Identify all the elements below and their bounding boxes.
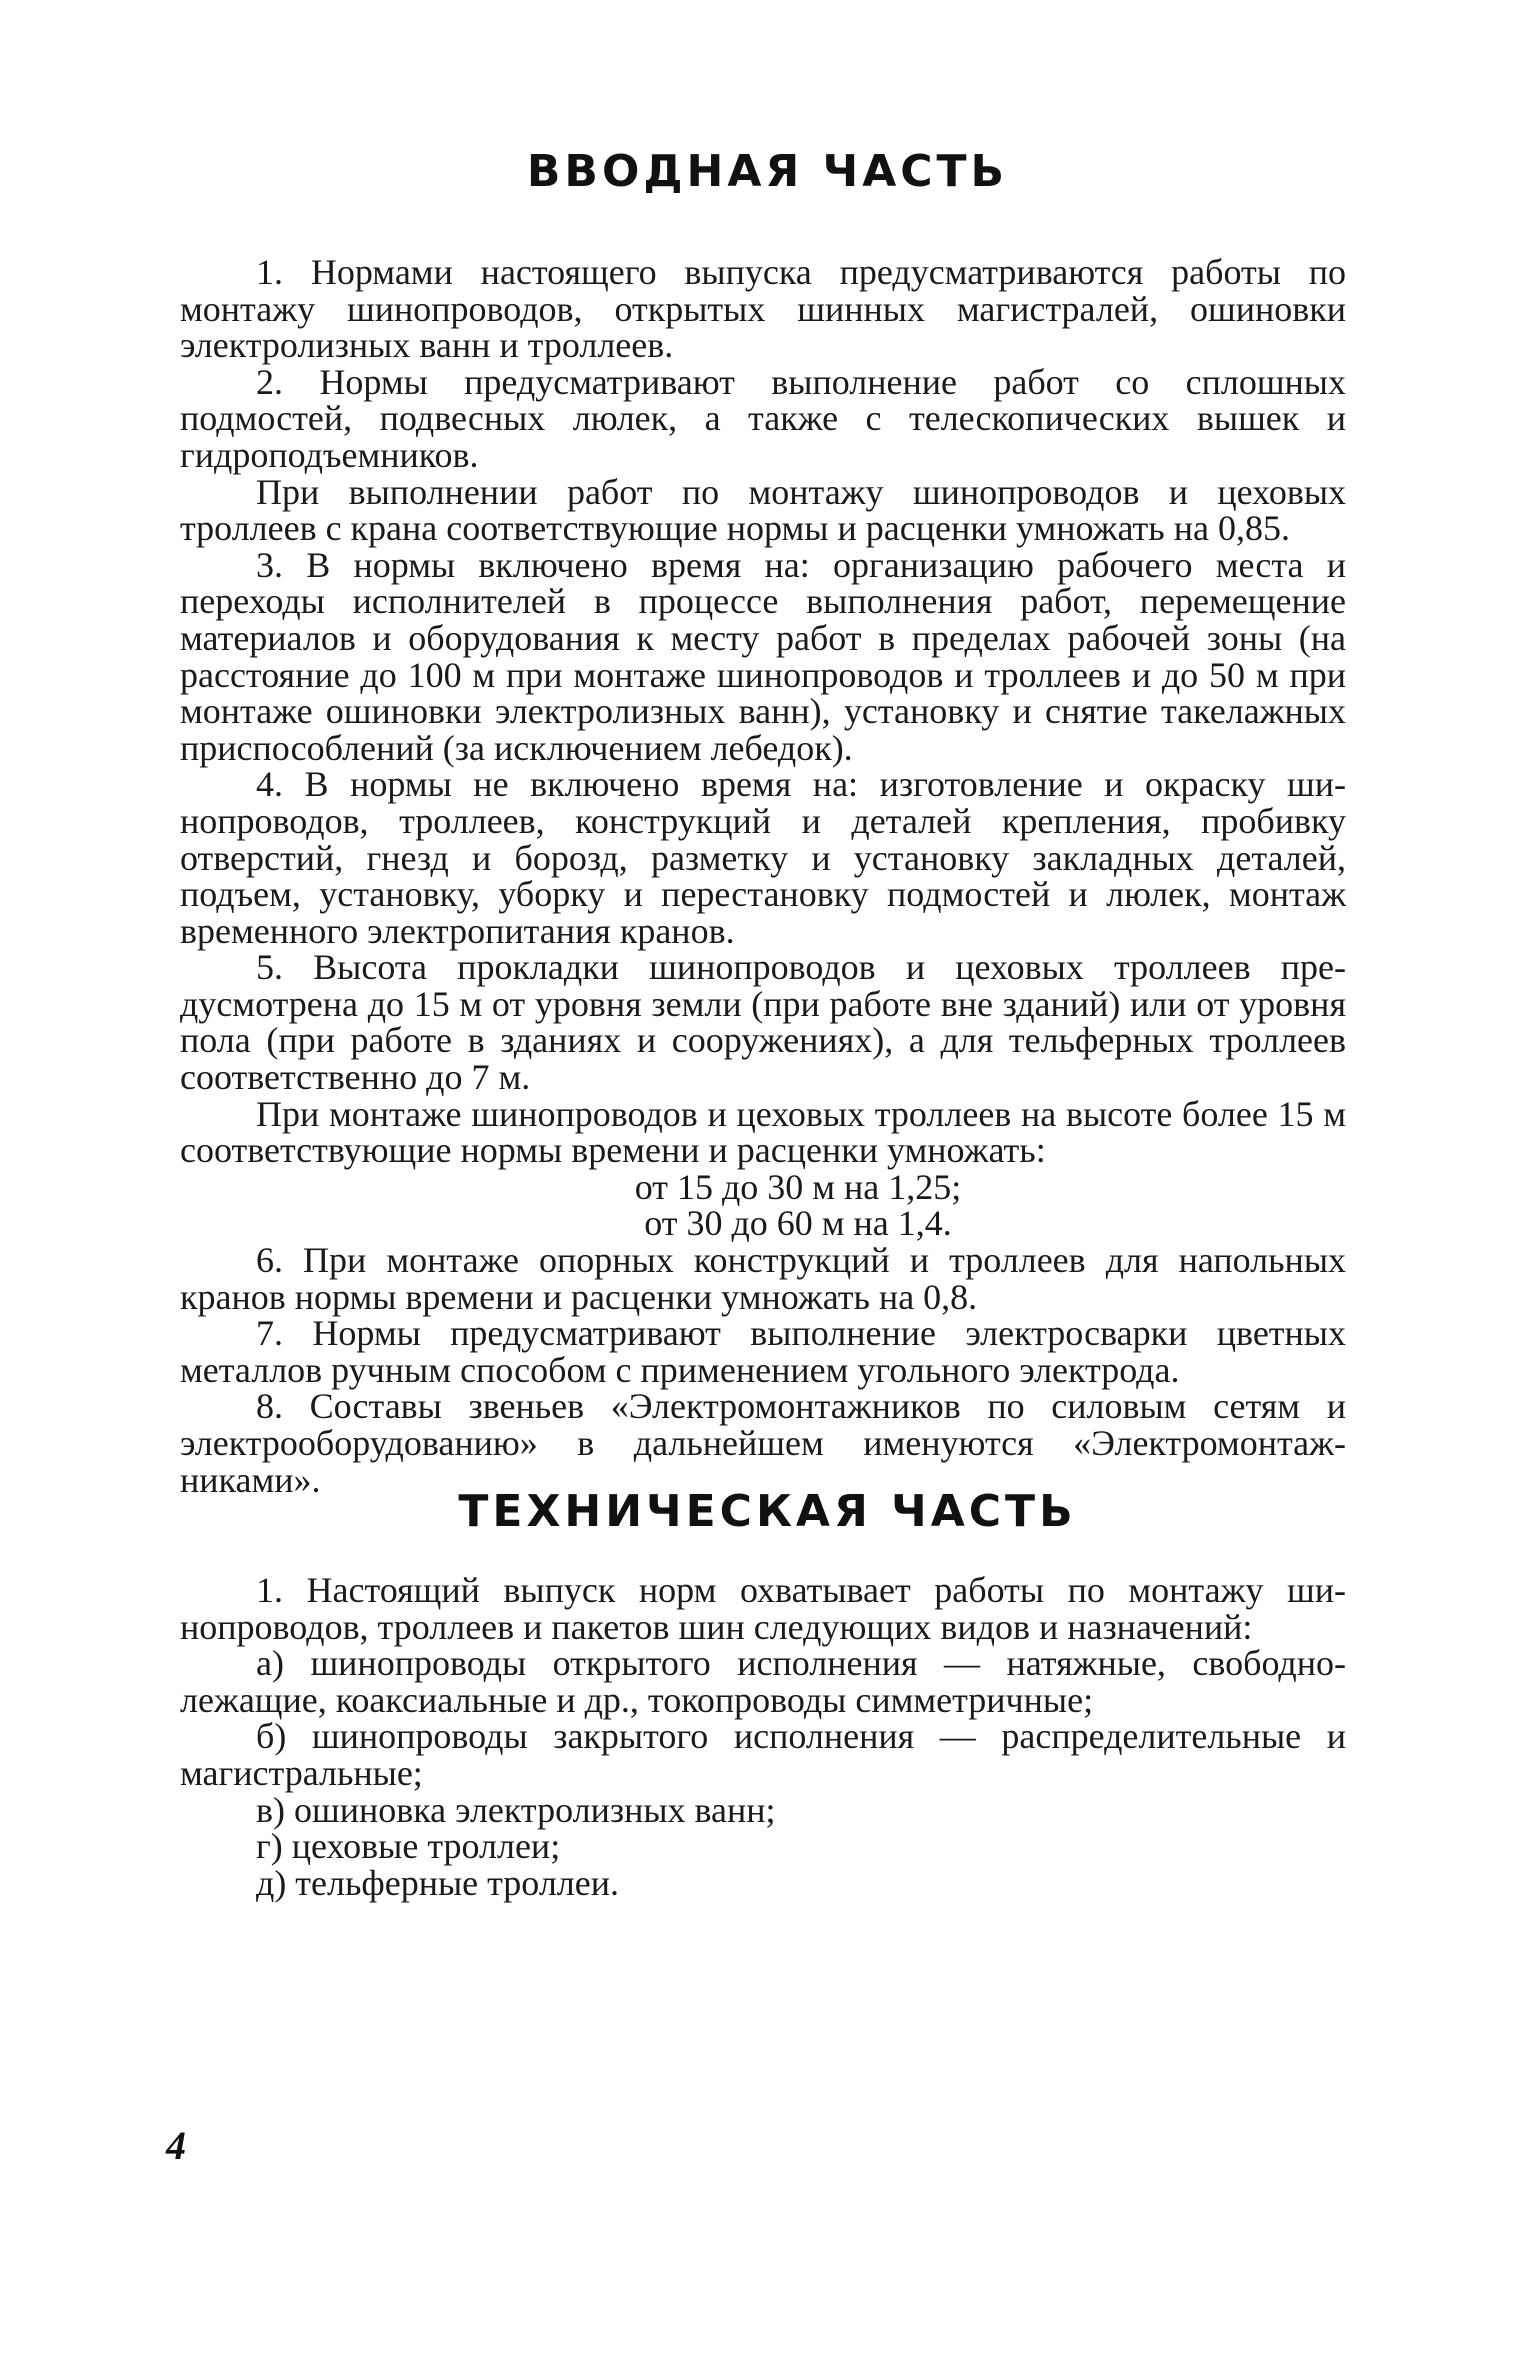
technical-paragraph-1: 1. Настоящий выпуск норм охватывает работы по монтажу шинопроводов, троллеев и пакетов шин следующих видов и назначений: — [180, 1570, 1346, 1647]
height-multiplier-line: от 30 до 60 м на 1,4. — [644, 1203, 952, 1244]
technical-section — [180, 1572, 1346, 1901]
section-title-intro: ВВОДНАЯ ЧАСТЬ — [526, 146, 1009, 197]
intro-section — [180, 254, 1346, 1498]
intro-paragraph-2-crane-note: При выполнении работ по монтажу шинопроводов и цеховых троллеев с крана соответствующие нормы и расценки умножать на 0,85. — [180, 471, 1346, 549]
intro-paragraph-6: 6. При монтаже опорных конструкций и троллеев для напольных кранов нормы времени и расценки умножать на 0,8. — [180, 1240, 1346, 1317]
intro-paragraph-4: 4. В нормы не включено время на: изготовление и окраску шинопроводов, троллеев, конструкций и деталей крепления, пробивку отверстий, гнезд и борозд, разметку и установку закладных деталей, подъем, установку, уборку и перестановку подмостей и люлек, монтаж временного электропитания кранов. — [180, 764, 1346, 951]
technical-list-item: б) шинопроводы закрытого исполнения — распределительные и магистральные; — [180, 1716, 1346, 1793]
page-number: 4 — [166, 2123, 186, 2168]
intro-paragraph-3: 3. В нормы включено время на: организацию рабочего места и переходы исполнителей в процессе выполнения работ, перемещение материалов и оборудования к месту работ в пределах рабочей зоны (на расстояние до 100 м при монтаже шинопроводов и троллеев и до 50 м при монтаже ошиновки электролизных ванн), установку и снятие такелажных приспособлений (за исключением лебедок). — [180, 544, 1346, 768]
intro-paragraph-1: 1. Нормами настоящего выпуска предусматриваются работы по монтажу шинопроводов, открытых шинных магистралей, ошиновки электролизных ванн и троллеев. — [180, 252, 1346, 366]
technical-list-item: а) шинопроводы открытого исполнения — натяжные, свободнолежащие, коаксиальные и др., токопроводы симметричные; — [180, 1643, 1346, 1720]
intro-paragraph-8: 8. Составы звеньев «Электромонтажников по силовым сетям и электрооборудованию» в дальнейшем именуются «Электромонтажниками». — [180, 1386, 1346, 1500]
technical-list-item: г) цеховые троллеи; — [256, 1826, 561, 1867]
intro-paragraph-5: 5. Высота прокладки шинопроводов и цеховых троллеев предусмотрена до 15 м от уровня земли (при работе вне зданий) или от уровня пола (при работе в зданиях и сооружениях), а для тельферных троллеев соответственно до 7 м. — [180, 947, 1346, 1098]
intro-paragraph-7: 7. Нормы предусматривают выполнение электросварки цветных металлов ручным способом с применением угольного электрода. — [180, 1313, 1346, 1390]
intro-paragraph-2: 2. Нормы предусматривают выполнение работ со сплошных подмостей, подвесных люлек, а также с телескопических вышек и гидроподъемников. — [180, 361, 1346, 475]
technical-list-item: д) тельферные троллеи. — [256, 1862, 620, 1903]
section-title-technical: ТЕХНИЧЕСКАЯ ЧАСТЬ — [458, 1486, 1077, 1537]
technical-list-item: в) ошиновка электролизных ванн; — [256, 1789, 776, 1830]
intro-paragraph-5-height-note: При монтаже шинопроводов и цеховых троллеев на высоте более 15 м соответствующие нормы времени и расценки умножать: — [180, 1093, 1346, 1171]
height-multiplier-line: от 15 до 30 м на 1,25; — [634, 1166, 962, 1207]
